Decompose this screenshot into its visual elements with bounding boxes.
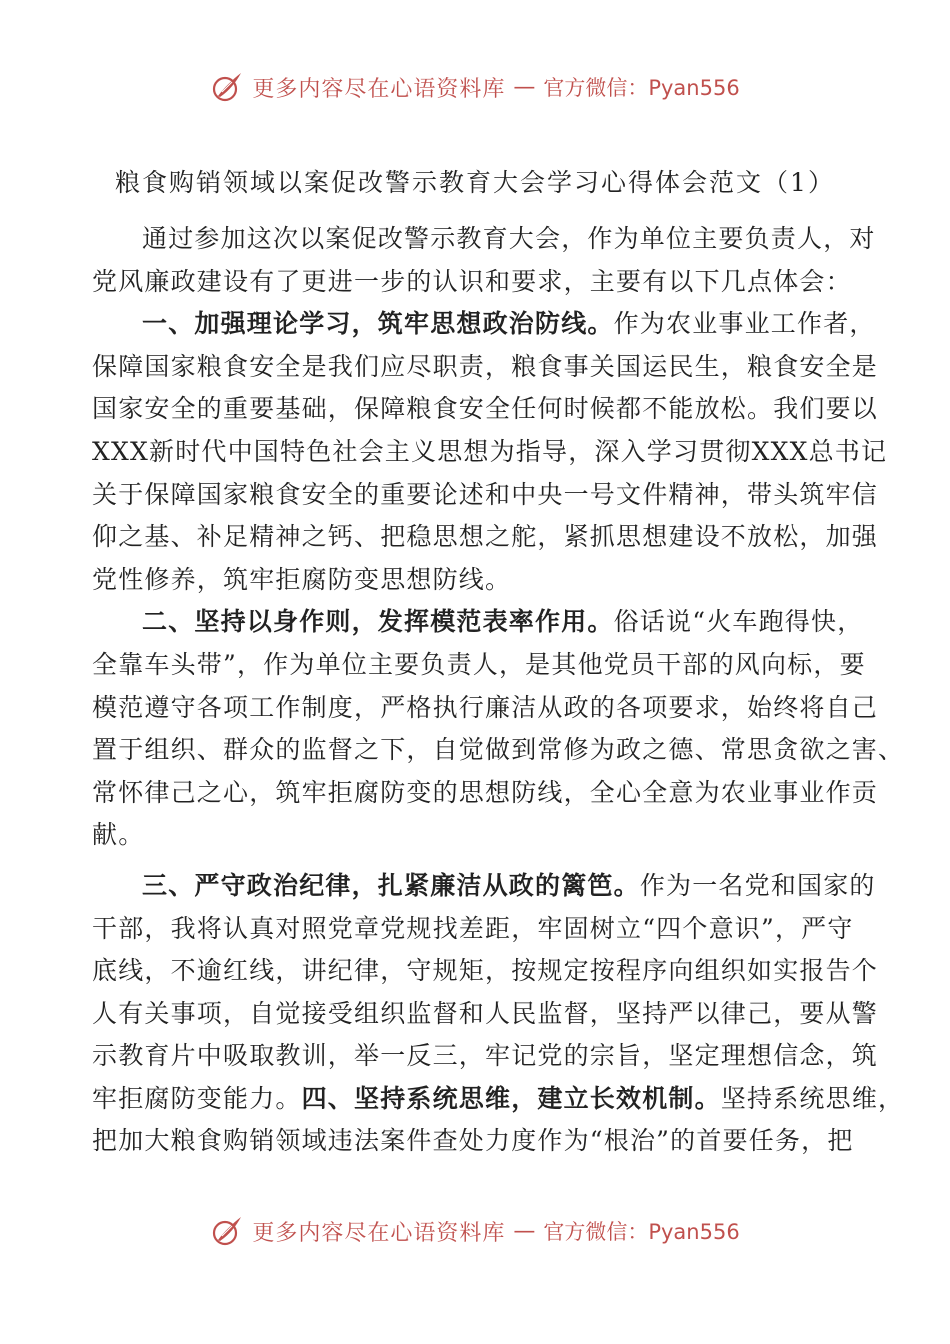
document-body — [92, 218, 905, 1163]
paragraph-line: 人有关事项，自觉接受组织监督和人民监督，坚持严以律己，要从警 — [92, 998, 879, 1028]
paragraph-line: 通过参加这次以案促改警示教育大会，作为单位主要负责人，对 — [142, 224, 876, 253]
paragraph-line: 献。 — [92, 820, 145, 850]
document-title: 粮食购销领域以案促改警示教育大会学习心得体会范文（1） — [115, 168, 835, 197]
paragraph-line: 党风廉政建设有了更进一步的认识和要求，主要有以下几点体会： — [92, 266, 852, 296]
paragraph-text: 牢拒腐防变能力。 — [92, 1083, 302, 1113]
paragraph-line: 国家安全的重要基础，保障粮食安全任何时候都不能放松。我们要以 — [92, 394, 879, 424]
paragraph-line: 底线，不逾红线，讲纪律，守规矩，按规定按程序向组织如实报告个 — [92, 956, 879, 986]
section-1-heading: 一、加强理论学习，筑牢思想政治防线。 — [142, 309, 614, 339]
footer-text: 更多内容尽在心语资料库 — [252, 1220, 506, 1246]
paragraph-line: 全靠车头带”，作为单位主要负责人，是其他党员干部的风向标，要 — [92, 649, 866, 679]
paragraph-line: 示教育片中吸取教训，举一反三，牢记党的宗旨，坚定理想信念，筑 — [92, 1041, 879, 1071]
paragraph-gap — [92, 857, 872, 865]
paragraph-text: 作为一名党和国家的 — [639, 870, 876, 900]
section-3-4-line — [92, 1078, 905, 1121]
paragraph-line: 常怀律己之心，筑牢拒腐防变的思想防线，全心全意为农业事业作贡 — [92, 777, 879, 807]
paragraph-line: XXX新时代中国特色社会主义思想为指导，深入学习贯彻XXX总书记 — [92, 436, 888, 466]
paragraph-text: 坚持系统思维， — [720, 1083, 905, 1113]
section-4-heading: 四、坚持系统思维，建立长效机制。 — [301, 1083, 721, 1113]
section-3-line — [92, 865, 876, 908]
section-2-heading: 二、坚持以身作则，发挥模范表率作用。 — [142, 607, 614, 637]
paragraph-text: 作为农业事业工作者， — [613, 309, 876, 339]
paragraph-line: 干部，我将认真对照党章党规找差距，牢固树立“四个意识”，严守 — [92, 913, 854, 943]
paragraph-line: 关于保障国家粮食安全的重要论述和中央一号文件精神，带头筑牢信 — [92, 479, 879, 509]
paragraph-line: 把加大粮食购销领域违法案件查处力度作为“根治”的首要任务，把 — [92, 1126, 854, 1156]
quill-logo-icon — [210, 1214, 244, 1248]
footer-banner — [0, 1214, 950, 1248]
paragraph-line: 置于组织、群众的监督之下，自觉做到常修为政之德、常思贪欲之害、 — [92, 735, 905, 765]
paragraph-line: 模范遵守各项工作制度，严格执行廉洁从政的各项要求，始终将自己 — [92, 692, 879, 722]
quill-logo-icon — [210, 70, 244, 104]
header-banner — [0, 70, 950, 104]
section-1-line — [92, 303, 876, 346]
footer-separator: — — [513, 1218, 536, 1244]
paragraph-line: 党性修养，筑牢拒腐防变思想防线。 — [92, 564, 512, 594]
header-wechat: 官方微信：Pyan556 — [543, 76, 740, 100]
paragraph-line: 保障国家粮食安全是我们应尽职责，粮食事关国运民生，粮食安全是 — [92, 351, 879, 381]
header-text: 更多内容尽在心语资料库 — [252, 76, 506, 102]
paragraph-line: 仰之基、补足精神之钙、把稳思想之舵，紧抓思想建设不放松，加强 — [92, 522, 879, 552]
footer-wechat: 官方微信：Pyan556 — [543, 1220, 740, 1244]
header-separator: — — [513, 74, 536, 100]
section-2-line — [92, 601, 872, 644]
section-3-heading: 三、严守政治纪律，扎紧廉洁从政的篱笆。 — [142, 870, 640, 900]
paragraph-text: 俗话说“火车跑得快， — [613, 607, 864, 637]
